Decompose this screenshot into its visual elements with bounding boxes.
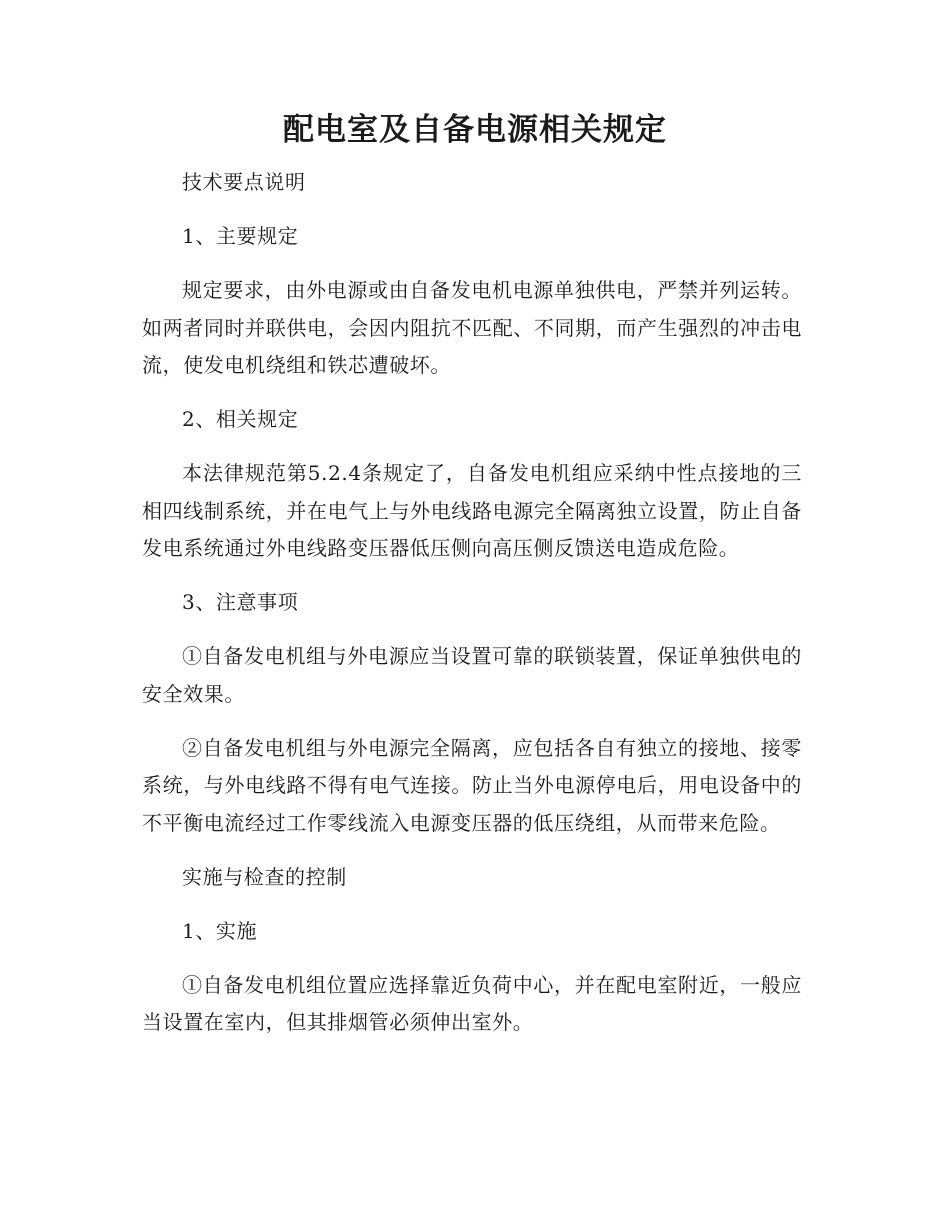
section-heading-implementation-inspection: 实施与检查的控制 xyxy=(182,864,347,889)
paragraph-related-rules: 本法律规范第5.2.4条规定了，自备发电机组应采纳中性点接地的三相四线制系统，并在电气上与外电线路电源完全隔离独立设置，防止自备发电系统通过外电线路变压器低压侧向高压侧反馈送电造成危险。 xyxy=(142,461,802,560)
paragraph-note-2: ②自备发电机组与外电源完全隔离，应包括各自有独立的接地、接零系统，与外电线路不得有电气连接。防止当外电源停电后，用电设备中的不平衡电流经过工作零线流入电源变压器的低压绕组，从而带来危险。 xyxy=(142,735,802,835)
section-heading-technical-points: 技术要点说明 xyxy=(182,170,306,194)
subheading-notes: 3、注意事项 xyxy=(182,590,299,614)
document-body xyxy=(142,164,802,1058)
subheading-implementation: 1、实施 xyxy=(182,918,258,943)
paragraph-implementation-1: ①自备发电机组位置应选择靠近负荷中心，并在配电室附近，一般应当设置在室内，但其排烟管必须伸出室外。 xyxy=(142,972,802,1034)
subheading-main-rules: 1、主要规定 xyxy=(182,224,299,248)
paragraph-note-1: ①自备发电机组与外电源应当设置可靠的联锁装置，保证单独供电的安全效果。 xyxy=(142,644,802,706)
paragraph-main-rules: 规定要求，由外电源或由自备发电机电源单独供电，严禁并列运转。如两者同时并联供电，会因内阻抗不匹配、不同期，而产生强烈的冲击电流，使发电机绕组和铁芯遭破坏。 xyxy=(142,278,802,377)
document-title: 配电室及自备电源相关规定 xyxy=(283,112,667,148)
subheading-related-rules: 2、相关规定 xyxy=(182,407,299,431)
